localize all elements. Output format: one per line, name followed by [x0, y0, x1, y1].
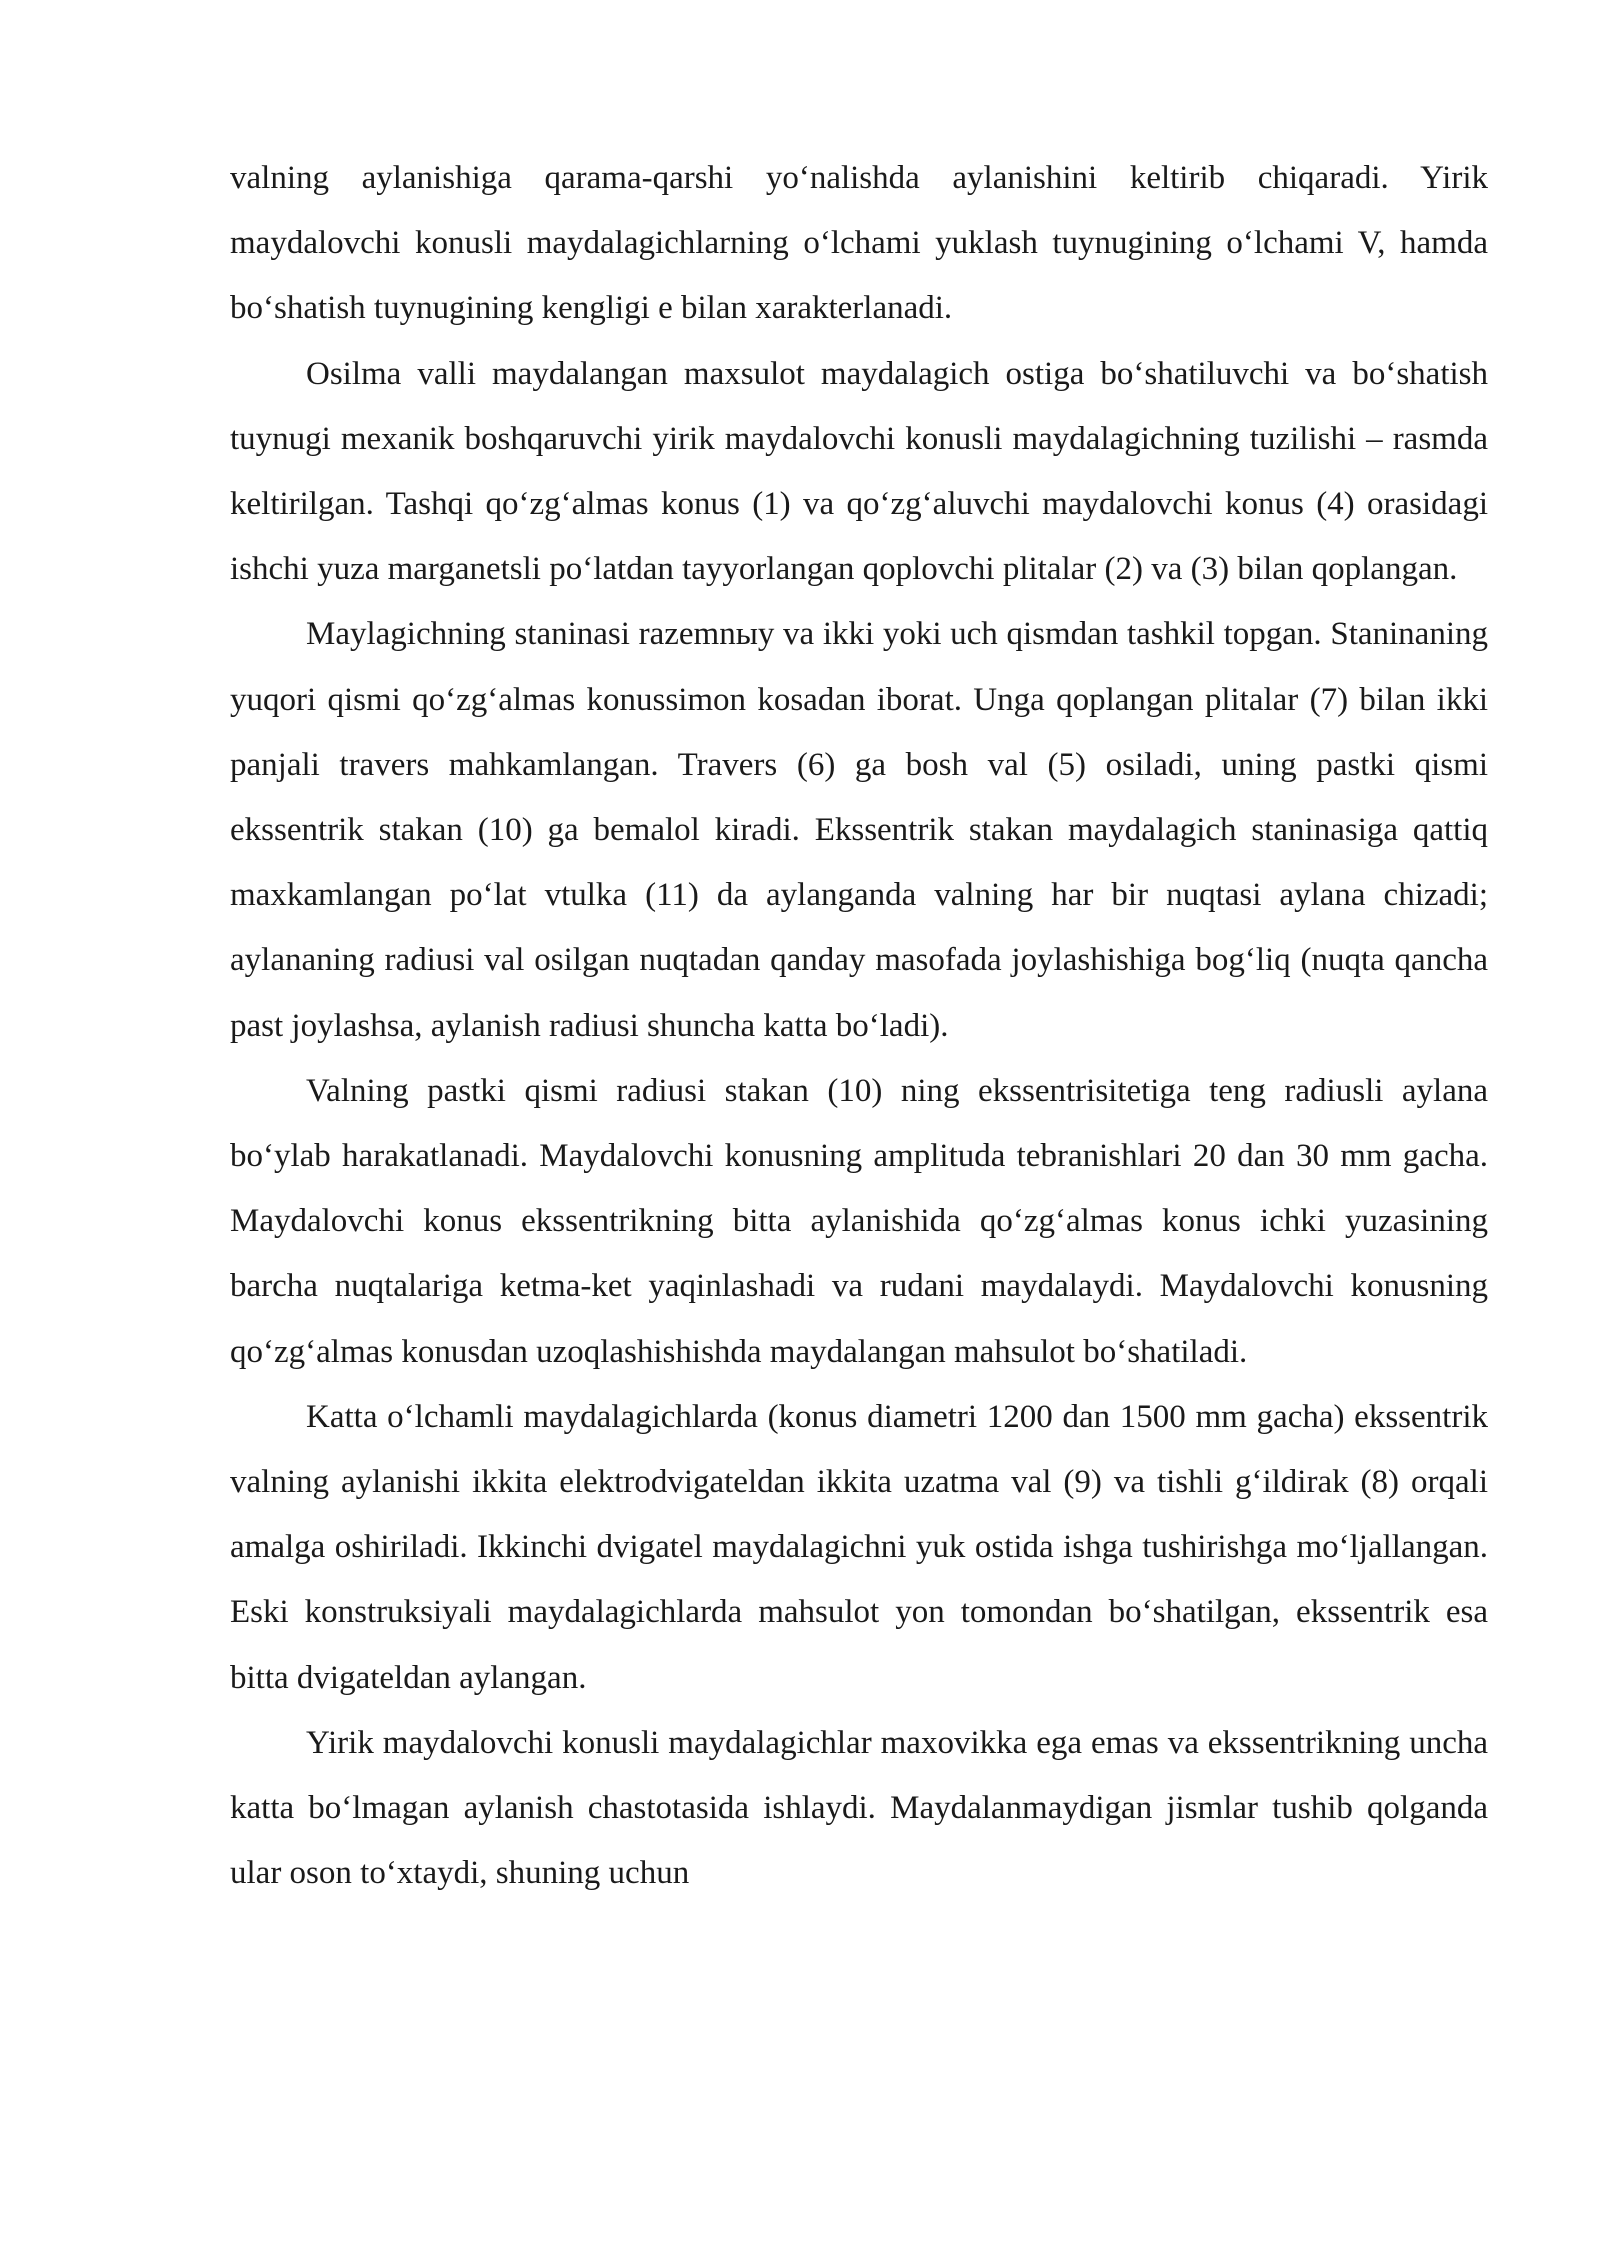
paragraph-6: Yirik maydalovchi konusli maydalagichlar maxovikka ega emas va ekssentrikning uncha katta bo‘lmagan aylanish chastotasida ishlaydi. Maydalanmaydigan jismlar tushib qolganda ular oson to‘xtaydi, shuning uchun: [230, 1724, 1488, 1892]
paragraph-5: Katta o‘lchamli maydalagichlarda (konus diametri 1200 dan 1500 mm gacha) ekssentrik valning aylanishi ikkita elektrodvigateldan ikkita uzatma val (9) va tishli g‘ildirak (8) orqali amalga oshiriladi. Ikkinchi dvigatel maydalagichni yuk ostida ishga tushirishga mo‘ljallangan. Eski konstruksiyali maydalagichlarda mahsulot yon tomondan bo‘shatilgan, ekssentrik esa bitta dvigateldan aylangan.: [230, 1398, 1488, 1696]
paragraph-2: Osilma valli maydalangan maxsulot maydalagich ostiga bo‘shatiluvchi va bo‘shatish tuynugi mexanik boshqaruvchi yirik maydalovchi konusli maydalagichning tuzilishi – rasmda keltirilgan. Tashqi qo‘zg‘almas konus (1) va qo‘zg‘aluvchi maydalovchi konus (4) orasidagi ishchi yuza marganetsli po‘latdan tayyorlangan qoplovchi plitalar (2) va (3) bilan qoplangan.: [230, 355, 1488, 588]
paragraph-4: Valning pastki qismi radiusi stakan (10) ning ekssentrisitetiga teng radiusli aylana bo‘ylab harakatlanadi. Maydalovchi konusning amplituda tebranishlari 20 dan 30 mm gacha. Maydalovchi konus ekssentrikning bitta aylanishida qo‘zg‘almas konus ichki yuzasining barcha nuqtalariga ketma-ket yaqinlashadi va rudani maydalaydi. Maydalovchi konusning qo‘zg‘almas konusdan uzoqlashishishda maydalangan mahsulot bo‘shatiladi.: [230, 1072, 1488, 1370]
paragraph-1: valning aylanishiga qarama-qarshi yo‘nalishda aylanishini keltirib chiqaradi. Yirik maydalovchi konusli maydalagichlarning o‘lchami yuklash tuynugining o‘lchami V, hamda bo‘shatish tuynugining kengligi e bilan xarakterlanadi.: [230, 160, 1488, 327]
paragraph-3: Maylagichning staninasi razemnыy va ikki yoki uch qismdan tashkil topgan. Staninaning yuqori qismi qo‘zg‘almas konussimon kosadan iborat. Unga qoplangan plitalar (7) bilan ikki panjali travers mahkamlangan. Travers (6) ga bosh val (5) osiladi, uning pastki qismi ekssentrik stakan (10) ga bemalol kiradi. Ekssentrik stakan maydalagich staninasiga qattiq maxkamlangan po‘lat vtulka (11) da aylanganda valning har bir nuqtasi aylana chizadi; aylananing radiusi val osilgan nuqtadan qanday masofada joylashishiga bog‘liq (nuqta qancha past joylashsa, aylanish radiusi shuncha katta bo‘ladi).: [230, 616, 1488, 1044]
document-body: [230, 146, 1488, 1906]
